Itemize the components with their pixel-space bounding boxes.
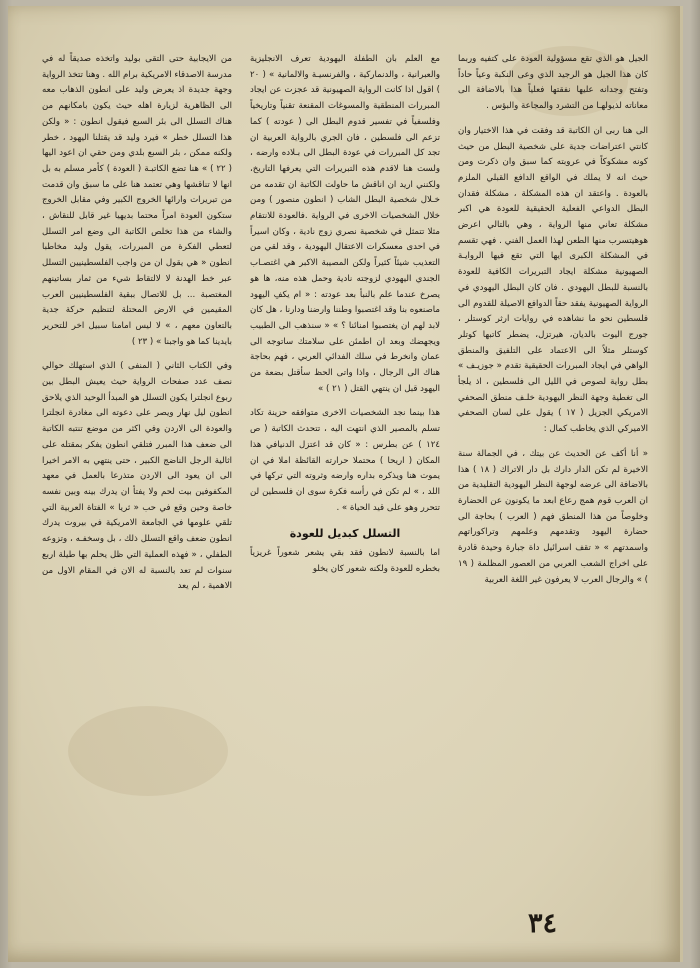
page-number: ٣٤ — [528, 908, 558, 939]
paragraph: مع العلم بان الطفلة اليهودية تعرف الانجليزية والعبرانية ، والدنماركية ، والفرنسيـة والالمانية » ( ٢٠ ) اقول اذا كانت الرواية الصهيونية قد عجزت عن ايجاد المبررات المنطقية والمسوغات المقنعة تقنياً وتاريخياً وفلسفياً في تفسير قدوم البطل الى ( عودته ) كما تزعم الى فلسطين ، فان الجري بالرواية العربية ان تجد كل المبررات في عودة البطل الى بـلاده وارضه ، ولست هنا لاقدم هذه التبريرات التي يعرفها التاريخ، ولكنني اريد ان اناقش ما حاولت الكاتبة ان تقدمه من خـلال شخصية البطل الشاب ( انطون منصور ) ومن خلال الشخصيات الاخرى في الرواية .فالعودة للانتقام مثلا تتمثل في شخصية نصري زوج نادية ، وكان اسيراً في احدى معسكرات الاعتقال اليهودية ، وقد لقي من التعذيب شيئاً كثيراً ولكن المصيبة الاكبر هي اغتصـاب الجندي اليهودي لزوجته نادية وحمل هذه منه، ها هو يصرخ عندما علم بالنبأ بعد عودته : « ام يكفِ اليهود ماصنعوه بنا وقد اغتصبوا وطننا وارضنا ودارنا ، هل كان لابد لهم ان يغتصبوا امنائنا ؟ » « سنذهب الى الطبيب ويجهضك وبعد ان اطمئن على سلامتك ساتوجه الى عمان وانخرط في سلك الفدائي العربي ، فهم بحاجة هناك الى الرجال ، واذا واتى الحظ سأقتل بضعة من اليهود قبل ان ينتهي القتل ( ٢١ ) » — [250, 54, 440, 394]
paragraph: اما بالنسبة لانطون فقد بقي يشعر شعوراً غريزياً بخطره للعودة ولكنه شعور كان يخلو — [250, 548, 440, 574]
section-heading: التسلل كبديل للعودة — [289, 527, 401, 541]
paragraph: « أنا أكف عن الحديث عن بيتك ، في الجمالة سنة الاخيرة لم تكن الدار دارك بل دار الاتراك ( ١٨ ) هذا بالاضافة الى عرضه لوجهة النظر اليهودية التقليدية من ان العرب قوم همج رعاع ابعد ما يكونون عن الحضارة وخلوصاً من هذا المنطق فهم ( العرب ) بحاجة الى حضارة اليهود وتقدمهم وعلمهم وتراكوراتهم واسمدتهم » « تقف اسرائيل داة جبارة وحيدة قادرة على اخراج الشعب العربي من العصور المظلمة ( ١٩ ) » والرجال العرب لا يعرفون غير اللغة العربية — [458, 448, 648, 585]
paragraph: وفي الكتاب الثاني ( المنفى ) الذي استهلك حوالي نصف عدد صفحات الرواية حيث يعيش البطل بين ربوع انجلترا يكون التسلل هو المبدأ الوحيد الذي يلاحق انطون ليل نهار ويصر على دعوته الى مغادرة انجلترا والعودة الى الاردن وفي اكثر من موضع تنتبه الكاتبة الى ضعف هذا المبرر فتلقي انطون يفكر بمقتله على اثالية الرجل الناضج الكبير ، حتى ينتهي به الامر اخيرا الى ان يعود الى الاردن متذرعا بالعمل في معهد المكفوفين بيت لحم ولا يفتأ ان يدرك بينه وبين نفسه خاصة وحين وقع في حب « ثريا » الفتاة العربية التي تلقي علومها في الجامعة الامريكية في بيروت يدرك انطون ضعف واقع التسلل ذلك ، بل وسخفـه ، وتزوعه الطفلي ، « فهذه العملية التي ظل يحلم بها طيلة اربع سنوات لم تعد بالنسبة له الان في المقام الاول من الاهمية ، لم يعد — [42, 361, 232, 592]
column-left — [42, 52, 232, 900]
paragraph: هذا بينما نجد الشخصيات الاخرى متوافقه حزينة تكاد تسلم بالمصير الذي انتهت اليه ، تتحدث الكاتبة ( ص ١٢٤ ) عن بطرس : « كان قد اعتزل الدنيافي هذا المكان ( اريحا ) محتملا حرارته القائظة املا في ان يموت هنا ويذكره بداره وارضه وثروته التي تركها في اللد ، » لم تكن في رأسه فكرة سوى ان فلسطين لن تتحرر وهو على قيد الحياة » . — [250, 408, 440, 513]
paragraph: الى هنا ربى ان الكاتبة قد وفقت في هذا الاختيار وان كانتي اعتراضات جدية على شخصية البطل من حيث كونه مشكوكاً في عروبته كما سبق وان ذكرت ومن حيث انه لا يملك في الواقع الدافع القبلي الملزم بالعودة . واعتقد ان هذه المشكلة ، مشكلة فقدان البطل الدواعي الفعلية الحقيقية للعودة هي اكبر مشكلة تعاني منها الرواية ، وهي بالتالي اعرض هوهيتسرب منها الطعن لهذا العمل الفني . فهي تقسم في المشكلة الكبرى ايها التي تقع فيها الروايـة الصهيونية مشكلة ايجاد التبريرات الكافية للعودة بالنسبة للبطل اليهودي . فان كان البطل اليهودي في الرواية الصهيونية يفقد حقاً الدوافع الاصيلة للقدوم الى فلسطين نحو ما نشاهده في روايات ارثر كوستلر ، جورج اليوت بالديان، هيرتزل، يضطر كاتبها كوتلر كوستلر مثلاً الى الاعتماد على التلفيق والمنطق الواهي في ايجاد المبررات الحقيقية تقدم « جوزيـف » بطل رواية لصوص في الليل الى فلسطين ، اذ يلجأ الى تغطية وجهة النظر اليهودية خلـف منطق الصحفي الامريكي الجزيل ( ١٧ ) يقول على لسان الصحفي الاميركي الذي يخاطب كمال : — [458, 125, 648, 435]
column-right — [458, 52, 648, 900]
column-middle — [250, 52, 440, 900]
paragraph: الجيل هو الذي تقع مسؤولية العودة على كتفيه وربما كان هذا الجيل هو الرجيد الذي وعى النكبة وعياً حاداً وتفتح وجدانه عليها نفقتها فعلياً هذا بالاضافة الى معاناته لذيولهـا من التشرد والمجاعة والبؤس . — [458, 54, 648, 112]
paragraph: من الايجابية حتى التقى بوليد واتخذه صديقاً له في مدرسة الاصدقاء الامريكية برام الله . وهنا تتخذ الرواية وجهة جديدة اذ يعرض وليد على انطون الذهاب معه الى الظاهرية لزيارة اهله حيث يكون بامكانهم من هناك التسلل الى بئر السبع فيقول انطون : « ولكن هذا التسلل خطر » فيرد وليد قد يقتلنا اليهود ، خطر ولكنه ممكن ، بئر السبع بلدي ومن حقي ان اعود اليها ( ٢٢ ) » هنا تضع الكاتبـة ( العودة ) كأمر مسلم به بل انها لا تناقشها وهي تعتمد هنا على ما سبق وان قدمت من تبريرات وارائها الخروج الكبير وفي مقابل الخروج ستكون العودة امراً محتما بديهيا غير قابل للنقاش ، والشاء من هذا تخلص الكاتبة الى وضع امر التسلل لتعطي الفكرة من المبررات، يقول وليد مخاطبا انطون « هي يقول ان من واجب الفلسطينيين التسلل عبر خط الهدنة لا لالتقاط شيء من ثمار بساتينهم المغتصبة ... بل للاتصال ببقية الفلسطينيين العرب المقيمين في الارض المحتلة لتنظيم حركة جدية بالتعاون معهم ، » لا ليس امامنا سبيل اخر للتحرير بايدينا كما هو واجبنا » ( ٢٣ ) — [42, 54, 232, 347]
text-columns — [42, 52, 648, 900]
book-page — [8, 6, 683, 962]
